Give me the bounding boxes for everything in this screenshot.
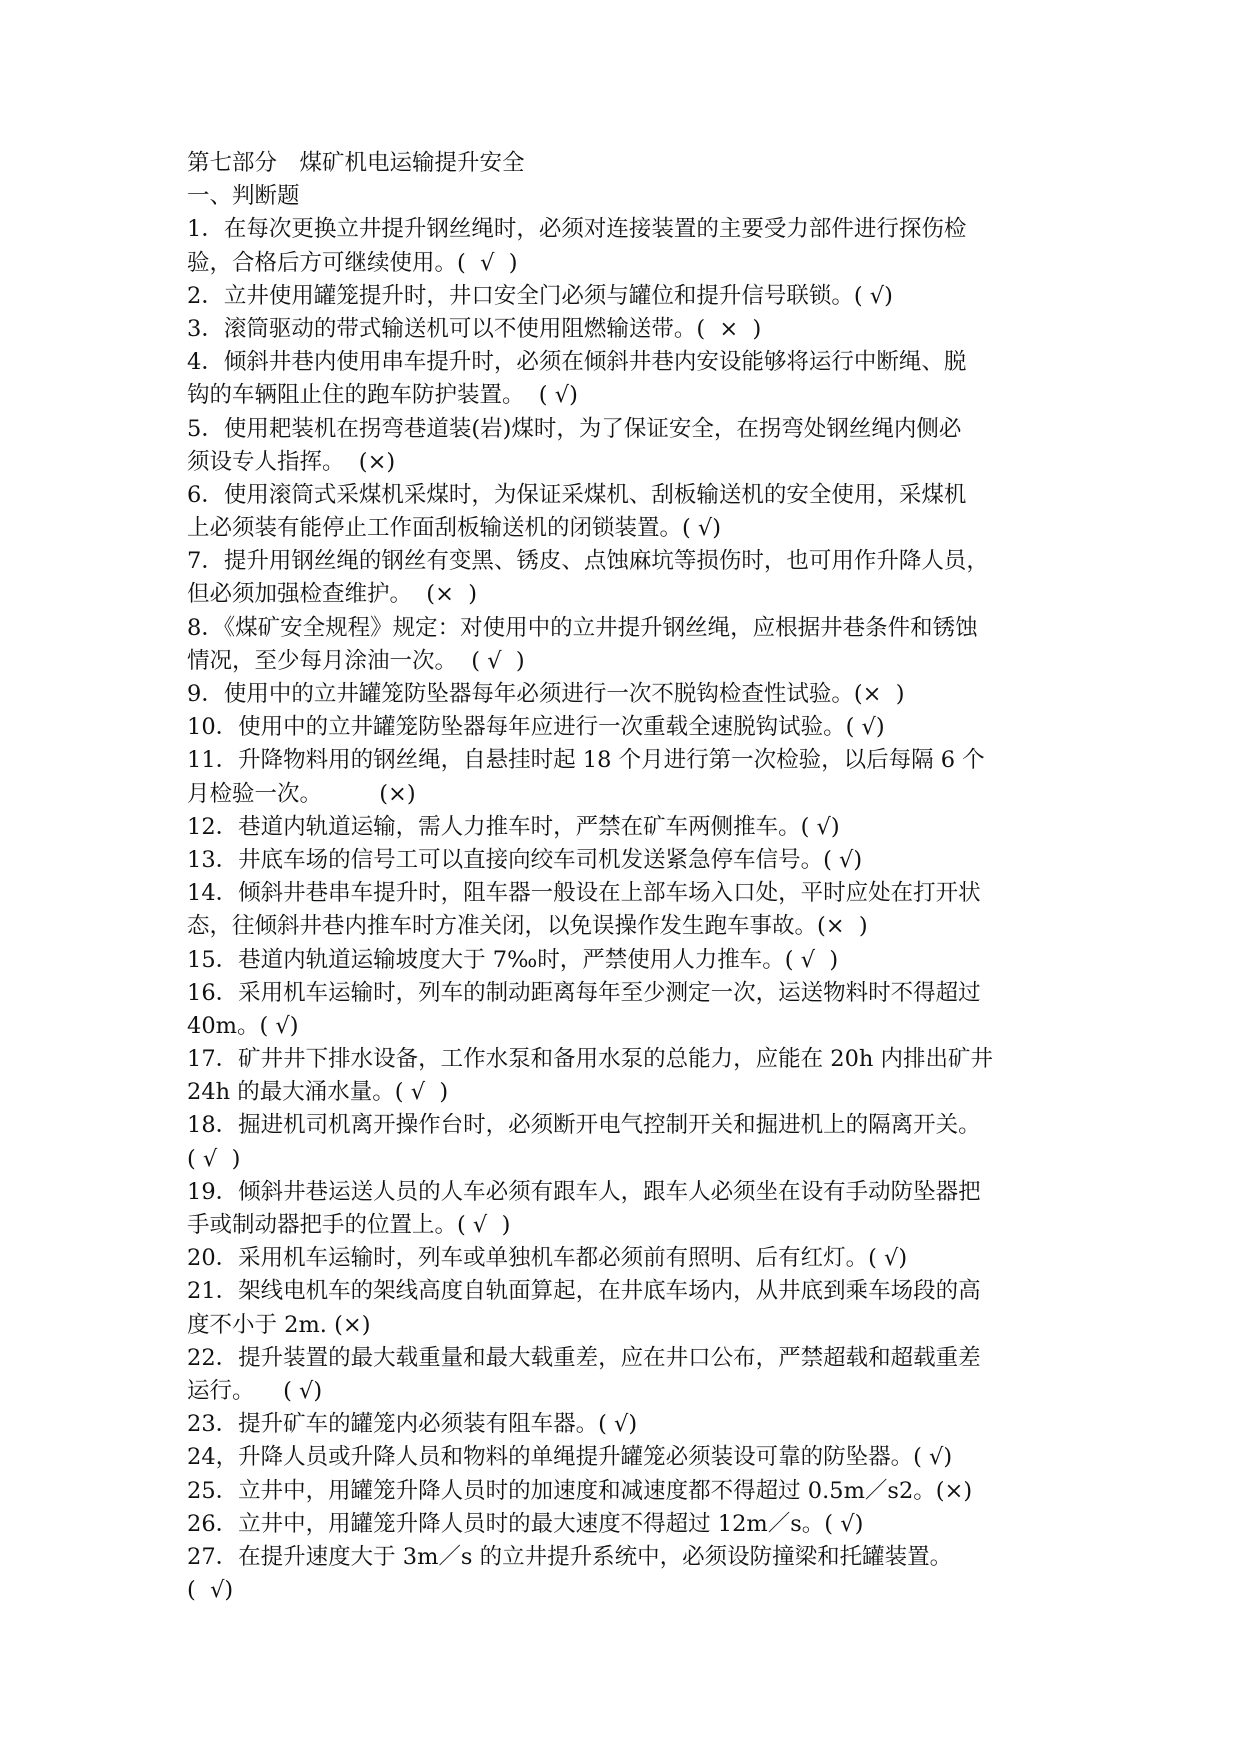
question-list <box>187 213 1057 1607</box>
text-line: 10．使用中的立井罐笼防坠器每年应进行一次重载全速脱钩试验。( √) <box>187 714 885 741</box>
text-line: 15．巷道内轨道运输坡度大于 7‰时，严禁使用人力推车。( √ ) <box>187 946 839 973</box>
text-line: 19．倾斜井巷运送人员的人车必须有跟车人，跟车人必须坐在设有手动防坠器把 <box>187 1178 981 1205</box>
text-line: 25．立井中，用罐笼升降人员时的加速度和减速度都不得超过 0.5m／s2。(×) <box>187 1477 973 1504</box>
text-line: 20．采用机车运输时，列车或单独机车都必须前有照明、后有红灯。( √) <box>187 1245 908 1272</box>
text-line: 运行。 ( √) <box>187 1377 323 1404</box>
text-line: 情况，至少每月涂油一次。 ( √ ) <box>187 647 525 674</box>
text-line: 7．提升用钢丝绳的钢丝有变黑、锈皮、点蚀麻坑等损伤时，也可用作升降人员， <box>187 548 989 575</box>
text-line: 3．滚筒驱动的带式输送机可以不使用阻燃输送带。( × ) <box>187 315 762 342</box>
page-title: 第七部分 煤矿机电运输提升安全 <box>187 150 525 176</box>
text-line: 11．升降物料用的钢丝绳，自悬挂时起 18 个月进行第一次检验，以后每隔 6 个 <box>187 747 985 774</box>
text-line: ( √) <box>187 1577 234 1604</box>
text-line: 8．《煤矿安全规程》规定：对使用中的立井提升钢丝绳，应根据井巷条件和锈蚀 <box>187 614 978 641</box>
text-line: 27．在提升速度大于 3m／s 的立井提升系统中，必须设防撞梁和托罐装置。 <box>187 1543 953 1570</box>
text-line: 手或制动器把手的位置上。( √ ) <box>187 1212 511 1238</box>
document-page <box>187 147 1057 1607</box>
text-line: 40m。( √) <box>187 1012 299 1039</box>
text-line: 须设专人指挥。 (×) <box>187 448 396 475</box>
text-line: 22．提升装置的最大载重量和最大载重差，应在井口公布，严禁超载和超载重差 <box>187 1344 981 1371</box>
text-line: 验，合格后方可继续使用。( √ ) <box>187 249 518 276</box>
text-line: 12．巷道内轨道运输，需人力推车时，严禁在矿车两侧推车。( √) <box>187 813 840 840</box>
text-line: ( √ ) <box>187 1145 241 1172</box>
text-line: 17．矿井井下排水设备，工作水泵和备用水泵的总能力，应能在 20h 内排出矿井 <box>187 1046 994 1073</box>
text-line: 14．倾斜井巷串车提升时，阻车器一般设在上部车场入口处，平时应处在打开状 <box>187 880 981 907</box>
text-line: 2．立井使用罐笼提升时，井口安全门必须与罐位和提升信号联锁。( √) <box>187 282 893 309</box>
text-line: 13．井底车场的信号工可以直接向绞车司机发送紧急停车信号。( √) <box>187 846 863 873</box>
text-line: 23．提升矿车的罐笼内必须装有阻车器。( √) <box>187 1411 638 1438</box>
text-line: 但必须加强检查维护。 (× ) <box>187 581 478 608</box>
text-line: 18．掘进机司机离开操作台时，必须断开电气控制开关和掘进机上的隔离开关。 <box>187 1112 981 1139</box>
text-line: 6．使用滚筒式采煤机采煤时，为保证采煤机、刮板输送机的安全使用，采煤机 <box>187 481 967 508</box>
text-line: 26．立井中，用罐笼升降人员时的最大速度不得超过 12m／s。( √) <box>187 1510 864 1537</box>
text-line: 态，往倾斜井巷内推车时方准关闭，以免误操作发生跑车事故。(× ) <box>187 913 868 940</box>
text-line: 16．采用机车运输时，列车的制动距离每年至少测定一次，运送物料时不得超过 <box>187 979 981 1006</box>
text-line: 4．倾斜井巷内使用串车提升时，必须在倾斜井巷内安设能够将运行中断绳、脱 <box>187 349 967 376</box>
text-line: 24，升降人员或升降人员和物料的单绳提升罐笼必须装设可靠的防坠器。( √) <box>187 1444 953 1471</box>
text-line: 上必须装有能停止工作面刮板输送机的闭锁装置。( √) <box>187 515 722 542</box>
text-line: 5．使用耙装机在拐弯巷道装(岩)煤时，为了保证安全，在拐弯处钢丝绳内侧必 <box>187 415 962 442</box>
text-line: 1．在每次更换立井提升钢丝绳时，必须对连接装置的主要受力部件进行探伤检 <box>187 216 967 243</box>
text-line: 21．架线电机车的架线高度自轨面算起，在井底车场内，从井底到乘车场段的高 <box>187 1278 981 1305</box>
section-heading: 一、判断题 <box>187 183 300 210</box>
text-line: 钩的车辆阻止住的跑车防护装置。 ( √) <box>187 382 578 409</box>
text-line: 9．使用中的立井罐笼防坠器每年必须进行一次不脱钩检查性试验。(× ) <box>187 681 905 707</box>
text-line: 24h 的最大涌水量。( √ ) <box>187 1079 449 1106</box>
text-line: 度不小于 2m. (×) <box>187 1311 371 1338</box>
text-line: 月检验一次。 (×) <box>187 780 416 807</box>
